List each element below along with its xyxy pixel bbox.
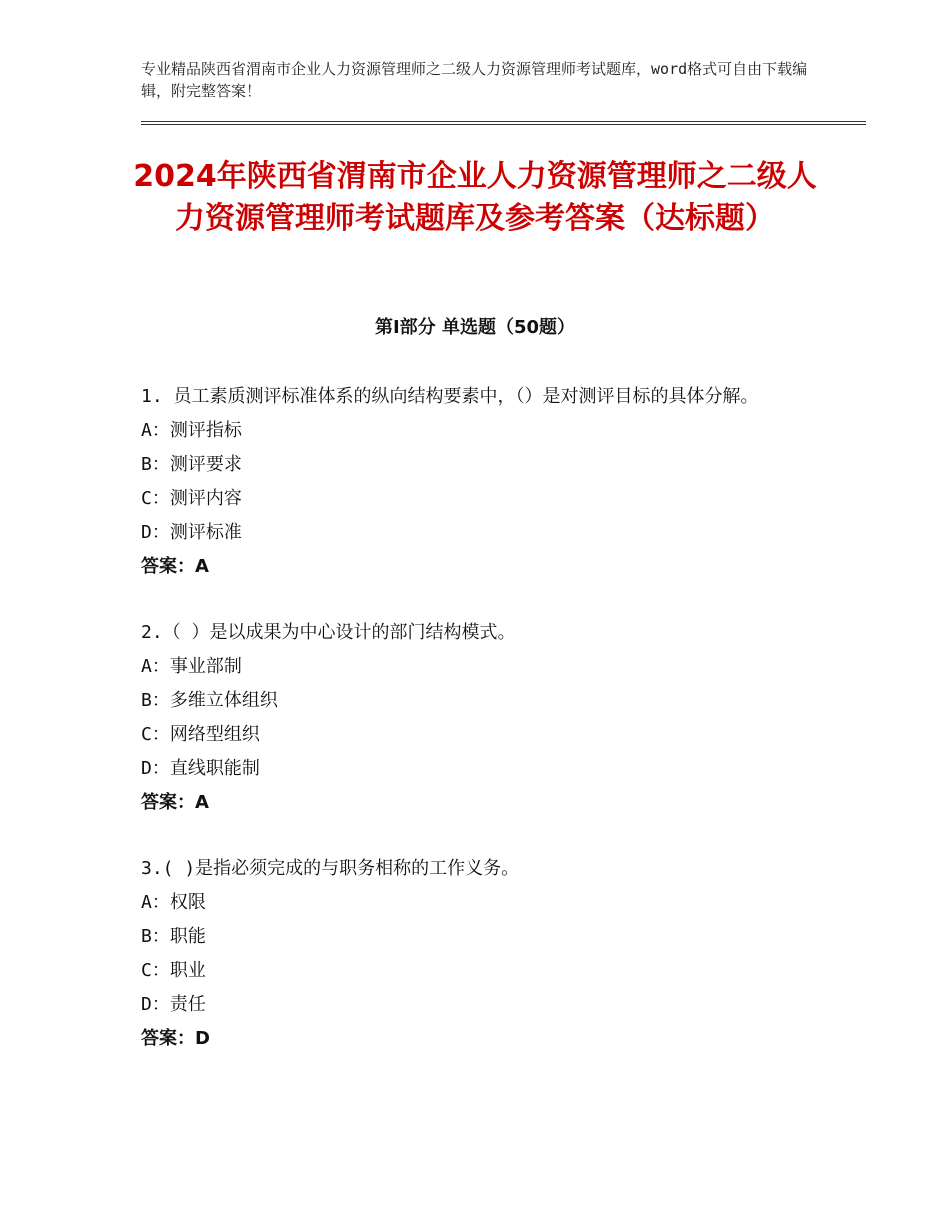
header-note: 专业精品陕西省渭南市企业人力资源管理师之二级人力资源管理师考试题库，word格式可自由下载编辑，附完整答案！ <box>141 60 808 100</box>
answer: 答案：D <box>141 1028 210 1049</box>
question-stem: 2.（ ）是以成果为中心设计的部门结构模式。 <box>141 622 516 643</box>
option-c: C：网络型组织 <box>141 724 260 745</box>
option-b: B：多维立体组织 <box>141 690 278 711</box>
question-1 <box>141 380 811 584</box>
option-c: C：测评内容 <box>141 488 242 509</box>
answer: 答案：A <box>141 556 209 577</box>
option-d: D：测评标准 <box>141 522 242 543</box>
question-stem: 1. 员工素质测评标准体系的纵向结构要素中，（）是对测评目标的具体分解。 <box>141 386 759 407</box>
option-a: A：权限 <box>141 892 206 913</box>
header-divider <box>141 121 866 125</box>
question-list <box>141 380 811 1088</box>
option-d: D：责任 <box>141 994 206 1015</box>
document-title: 2024年陕西省渭南市企业人力资源管理师之二级人力资源管理师考试题库及参考答案（达标题） <box>133 159 817 236</box>
question-stem: 3.( )是指必须完成的与职务相称的工作义务。 <box>141 858 520 879</box>
option-d: D：直线职能制 <box>141 758 260 779</box>
option-b: B：测评要求 <box>141 454 242 475</box>
answer: 答案：A <box>141 792 209 813</box>
option-b: B：职能 <box>141 926 206 947</box>
option-a: A：测评指标 <box>141 420 242 441</box>
question-3 <box>141 852 811 1056</box>
option-a: A：事业部制 <box>141 656 242 677</box>
section-title: 第Ⅰ部分 单选题（50题） <box>374 317 575 338</box>
question-2 <box>141 616 811 820</box>
option-c: C：职业 <box>141 960 206 981</box>
